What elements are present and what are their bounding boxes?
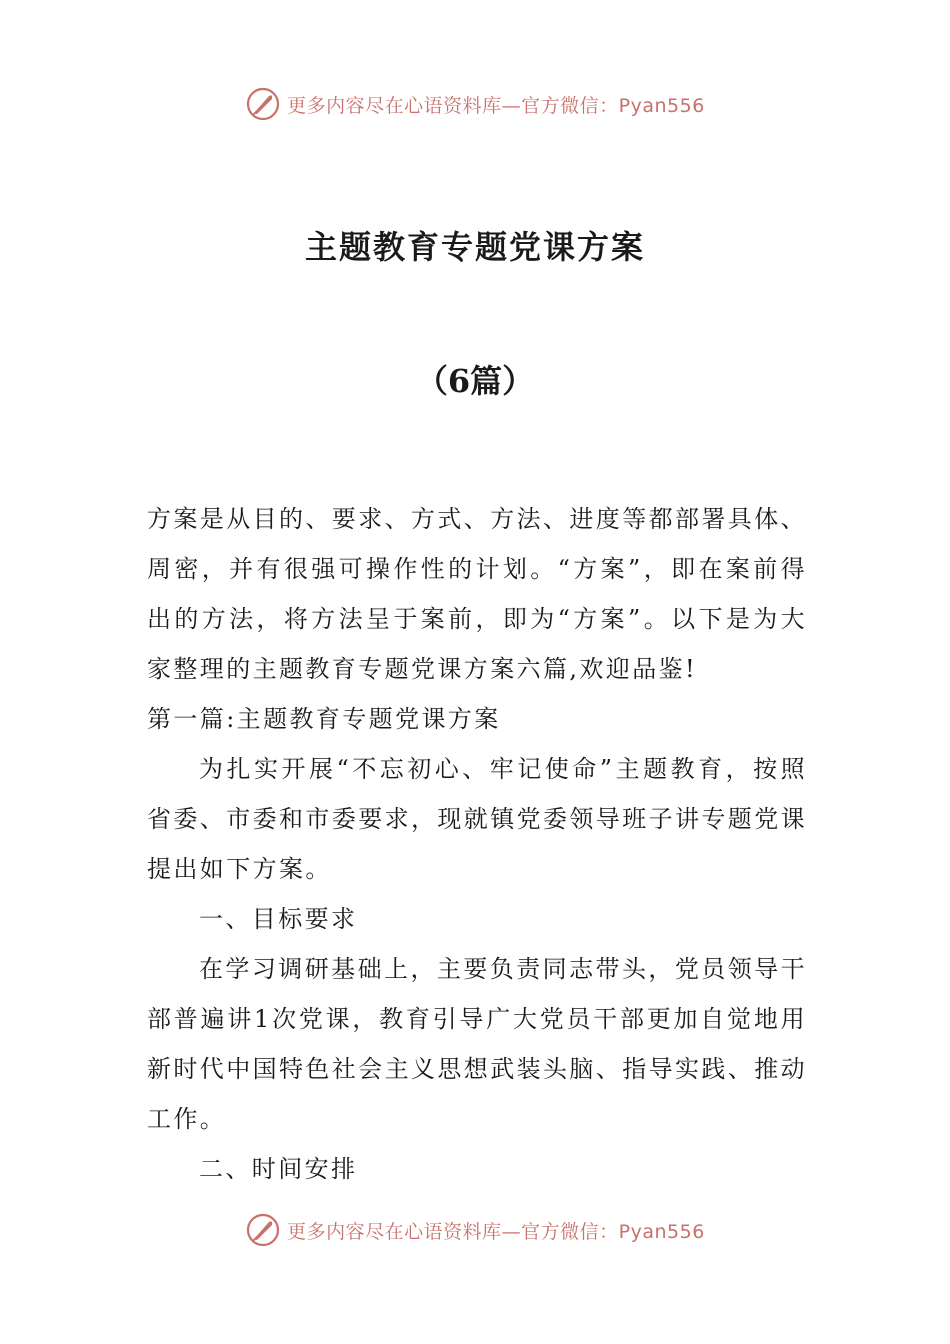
wechat-id: Pyan556 <box>618 94 705 117</box>
watermark-banner-bottom <box>0 1210 950 1250</box>
quill-pen-logo-icon <box>245 1212 281 1248</box>
wechat-id: Pyan556 <box>618 1220 705 1243</box>
section-heading-goals: 一、目标要求 <box>199 905 358 933</box>
watermark-label: 更多内容尽在心语资料库—官方微信： <box>287 1220 619 1243</box>
body-paragraph: 为扎实开展“不忘初心、牢记使命”主题教育，按照省委、市委和市委要求，现就镇党委领导班子讲专题党课提出如下方案。 <box>147 755 807 883</box>
section-heading-first-article: 第一篇:主题教育专题党课方案 <box>147 705 501 733</box>
watermark-text <box>287 91 705 118</box>
document-body <box>147 494 807 1194</box>
watermark-banner-top <box>0 84 950 124</box>
intro-paragraph: 方案是从目的、要求、方式、方法、进度等都部署具体、周密，并有很强可操作性的计划。“方案”，即在案前得出的方法，将方法呈于案前，即为“方案”。以下是为大家整理的主题教育专题党课方案六篇,欢迎品鉴! <box>147 505 807 683</box>
document-subtitle: （6篇） <box>415 362 535 400</box>
watermark-text <box>287 1217 705 1244</box>
document-title: 主题教育专题党课方案 <box>304 228 645 266</box>
watermark-label: 更多内容尽在心语资料库—官方微信： <box>287 94 619 117</box>
section-heading-schedule: 二、时间安排 <box>199 1155 358 1183</box>
body-paragraph: 在学习调研基础上，主要负责同志带头，党员领导干部普遍讲1次党课，教育引导广大党员干部更加自觉地用新时代中国特色社会主义思想武装头脑、指导实践、推动工作。 <box>147 955 807 1133</box>
quill-pen-logo-icon <box>245 86 281 122</box>
